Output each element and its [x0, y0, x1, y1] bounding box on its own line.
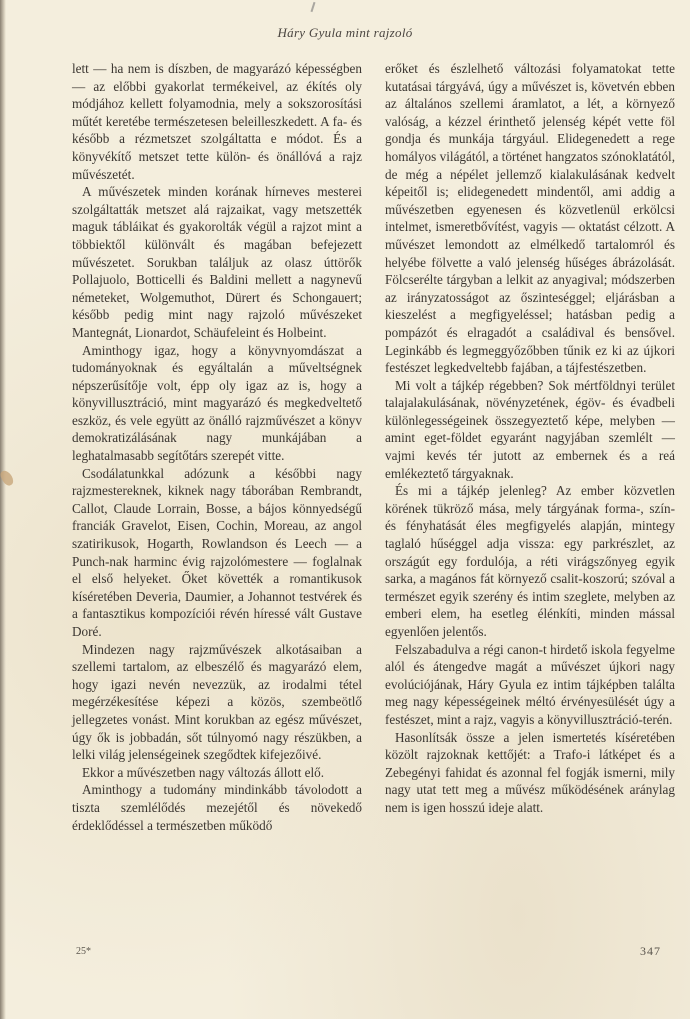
paragraph: Aminthogy igaz, hogy a könyvnyomdászat a tudományoknak és egyáltalán a műveltségnek népszerűsítője volt, épp oly igaz az is, hogy a könyvillusztráció, mint magyarázó és megkedveltető eszköz, és vele együtt az önálló rajzművészet a könyv demokratizálásának nagy munkájában a leghatalmasabb segítőtárs szerepét vitte. [72, 342, 362, 464]
paragraph: A művészetek minden korának hírneves mesterei szolgáltatták metszet alá rajzaikat, vagy metszették maguk tábláikat és gyakorolták végül a rajzot mint a többiektől különvált és magában befejezett művészetet. Sorukban találjuk az olasz úttörők Pollajuolo, Botticelli és Baldini mellett a nagynevű németeket, Wolgemuthot, Dürert és Schongauert; később pedig mint nagy rajzoló művészeket Mantegnát, Lionardot, Schäufeleint és Holbeint. [72, 184, 362, 340]
page-number: 347 [640, 944, 661, 958]
paragraph: Aminthogy a tudomány mindinkább távolodott a tiszta szemlélődés mezejétől és növekedő érdeklődéssel a természetben működő [72, 782, 362, 833]
signature-mark: 25* [76, 946, 91, 957]
paragraph: Felszabadulva a régi canon-t hirdető iskola fegyelme alól és átengedve magát a művészet újkori nagy evolúciójának, Háry Gyula ez intim tájképben találta meg nagy képességeinek méltó érvényesülését úgy a festészet, mint a rajz, vagyis a könyvillusztráció-terén. [385, 641, 675, 727]
pencil-mark [311, 2, 316, 12]
running-head: Háry Gyula mint rajzoló [277, 25, 413, 40]
paragraph: lett — ha nem is díszben, de magyarázó képességben — az előbbi gyakorlat termékeivel, az ékítés oly módjához kellett folyamodnia, mely a sokszorosítási műtét keretébe természetesen beleilleszkedett. A fa- és később a rézmetszet szolgáltatta e módot. És a könyvékítő metszet tette külön- és önállóvá a rajz művészetét. [72, 61, 362, 182]
left-column [72, 60, 362, 834]
paragraph: És mi a tájkép jelenleg? Az ember közvetlen körének tükröző mása, mely tárgyának forma-, szín- és fényhatását éles megfigyelés alapján, mintegy taglaló hűséggel adja vissza: egy parkrészlet, az országút egy fordulója, a réti virágszőnyeg egyik sarka, a magános fát környező csalit-koszorú; szóval a természet egyik szerény és intim szeglete, melyben az emberi elem, ha esetleg élénkíti, minden mással egyenlően jelentős. [385, 483, 675, 639]
paragraph: Csodálatunkkal adózunk a későbbi nagy rajzmestereknek, kiknek nagy táborában Rembrandt, Callot, Claude Lorrain, Bosse, a bájos könnyedségű franciák Gravelot, Eisen, Cochin, Moreau, az angol szatirikusok, Hogarth, Rowlandson és Leech — a Punch-nak harminc évig rajzolómestere — foglalnak el első helyeket. Őket követték a romantikusok kíséretében Deveria, Daumier, a Johannot testvérek és a fantasztikus kompozíciói révén híressé vált Gustave Doré. [72, 465, 362, 639]
paragraph: Ekkor a művészetben nagy változás állott elő. [82, 764, 325, 780]
paragraph: erőket és észlelhető változási folyamatokat tette kutatásai tárgyává, úgy a művészet is, követvén ebben az általános szellemi áramlatot, a lét, a környező valóság, a kézzel érinthető jelenség képét vette föl gondja és munkája tárgyául. Elidegenedett a rege homályos világától, a történet hangzatos szónoklatától, de még a népélet jellemző kialakulásának kedvelt képeitől is; elidegenedett mindentől, ami addig a művészetben egyenesen és közvetlenül erkölcsi intelmet, ismeretbővítést, vagyis — oktatást célzott. A művészet lemondott az elmélkedő tartalomról és helyébe fölvette a való jelenség hűséges ábrázolását. Fölcserélte tárgyban a lelkit az anyagival; módszerben az irányzatosságot az őszinteséggel; eljárásban a kieszelést a megfigyeléssel; hatásban pedig a pompázót és elragadót a családival és bensővel. Leginkább és legmeggyőzőbben tűnik ez ki az újkori festészet legkedveltebb fajában, a tájfestészetben. [385, 61, 675, 376]
paragraph: Mi volt a tájkép régebben? Sok mértföldnyi terület talajalakulásának, növényzetének, égöv- és évadbeli különlegességeinek összegyeztető képe, melyben — amint eget-földet egyaránt nagyjában szemlélt — vajmi kevés tér jutott az embernek és a reá emlékeztető tárgyaknak. [385, 377, 675, 481]
paragraph: Hasonlítsák össze a jelen ismertetés kíséretében közölt rajzoknak kettőjét: a Trafo-i látképet és a Zebegényi fahidat és azonnal fel fogják ismerni, mily nagy utat tett meg a művész működésének aránylag nem is igen hosszú ideje alatt. [385, 729, 675, 815]
right-column [385, 60, 675, 817]
paragraph: Mindezen nagy rajzművészek alkotásaiban a szellemi tartalom, az elbeszélő és magyarázó elem, hogy igazi nevén nevezzük, az irodalmi tétel megérzékesítése képezi a közös, szembeötlő jellegzetes vonást. Mint korukban az egész művészet, úgy ők is jobbadán, sőt túlnyomó nagy részükben, a lelki világ jelenségeinek szegődtek kifejezőivé. [72, 641, 362, 763]
binding-shadow [0, 0, 6, 1019]
